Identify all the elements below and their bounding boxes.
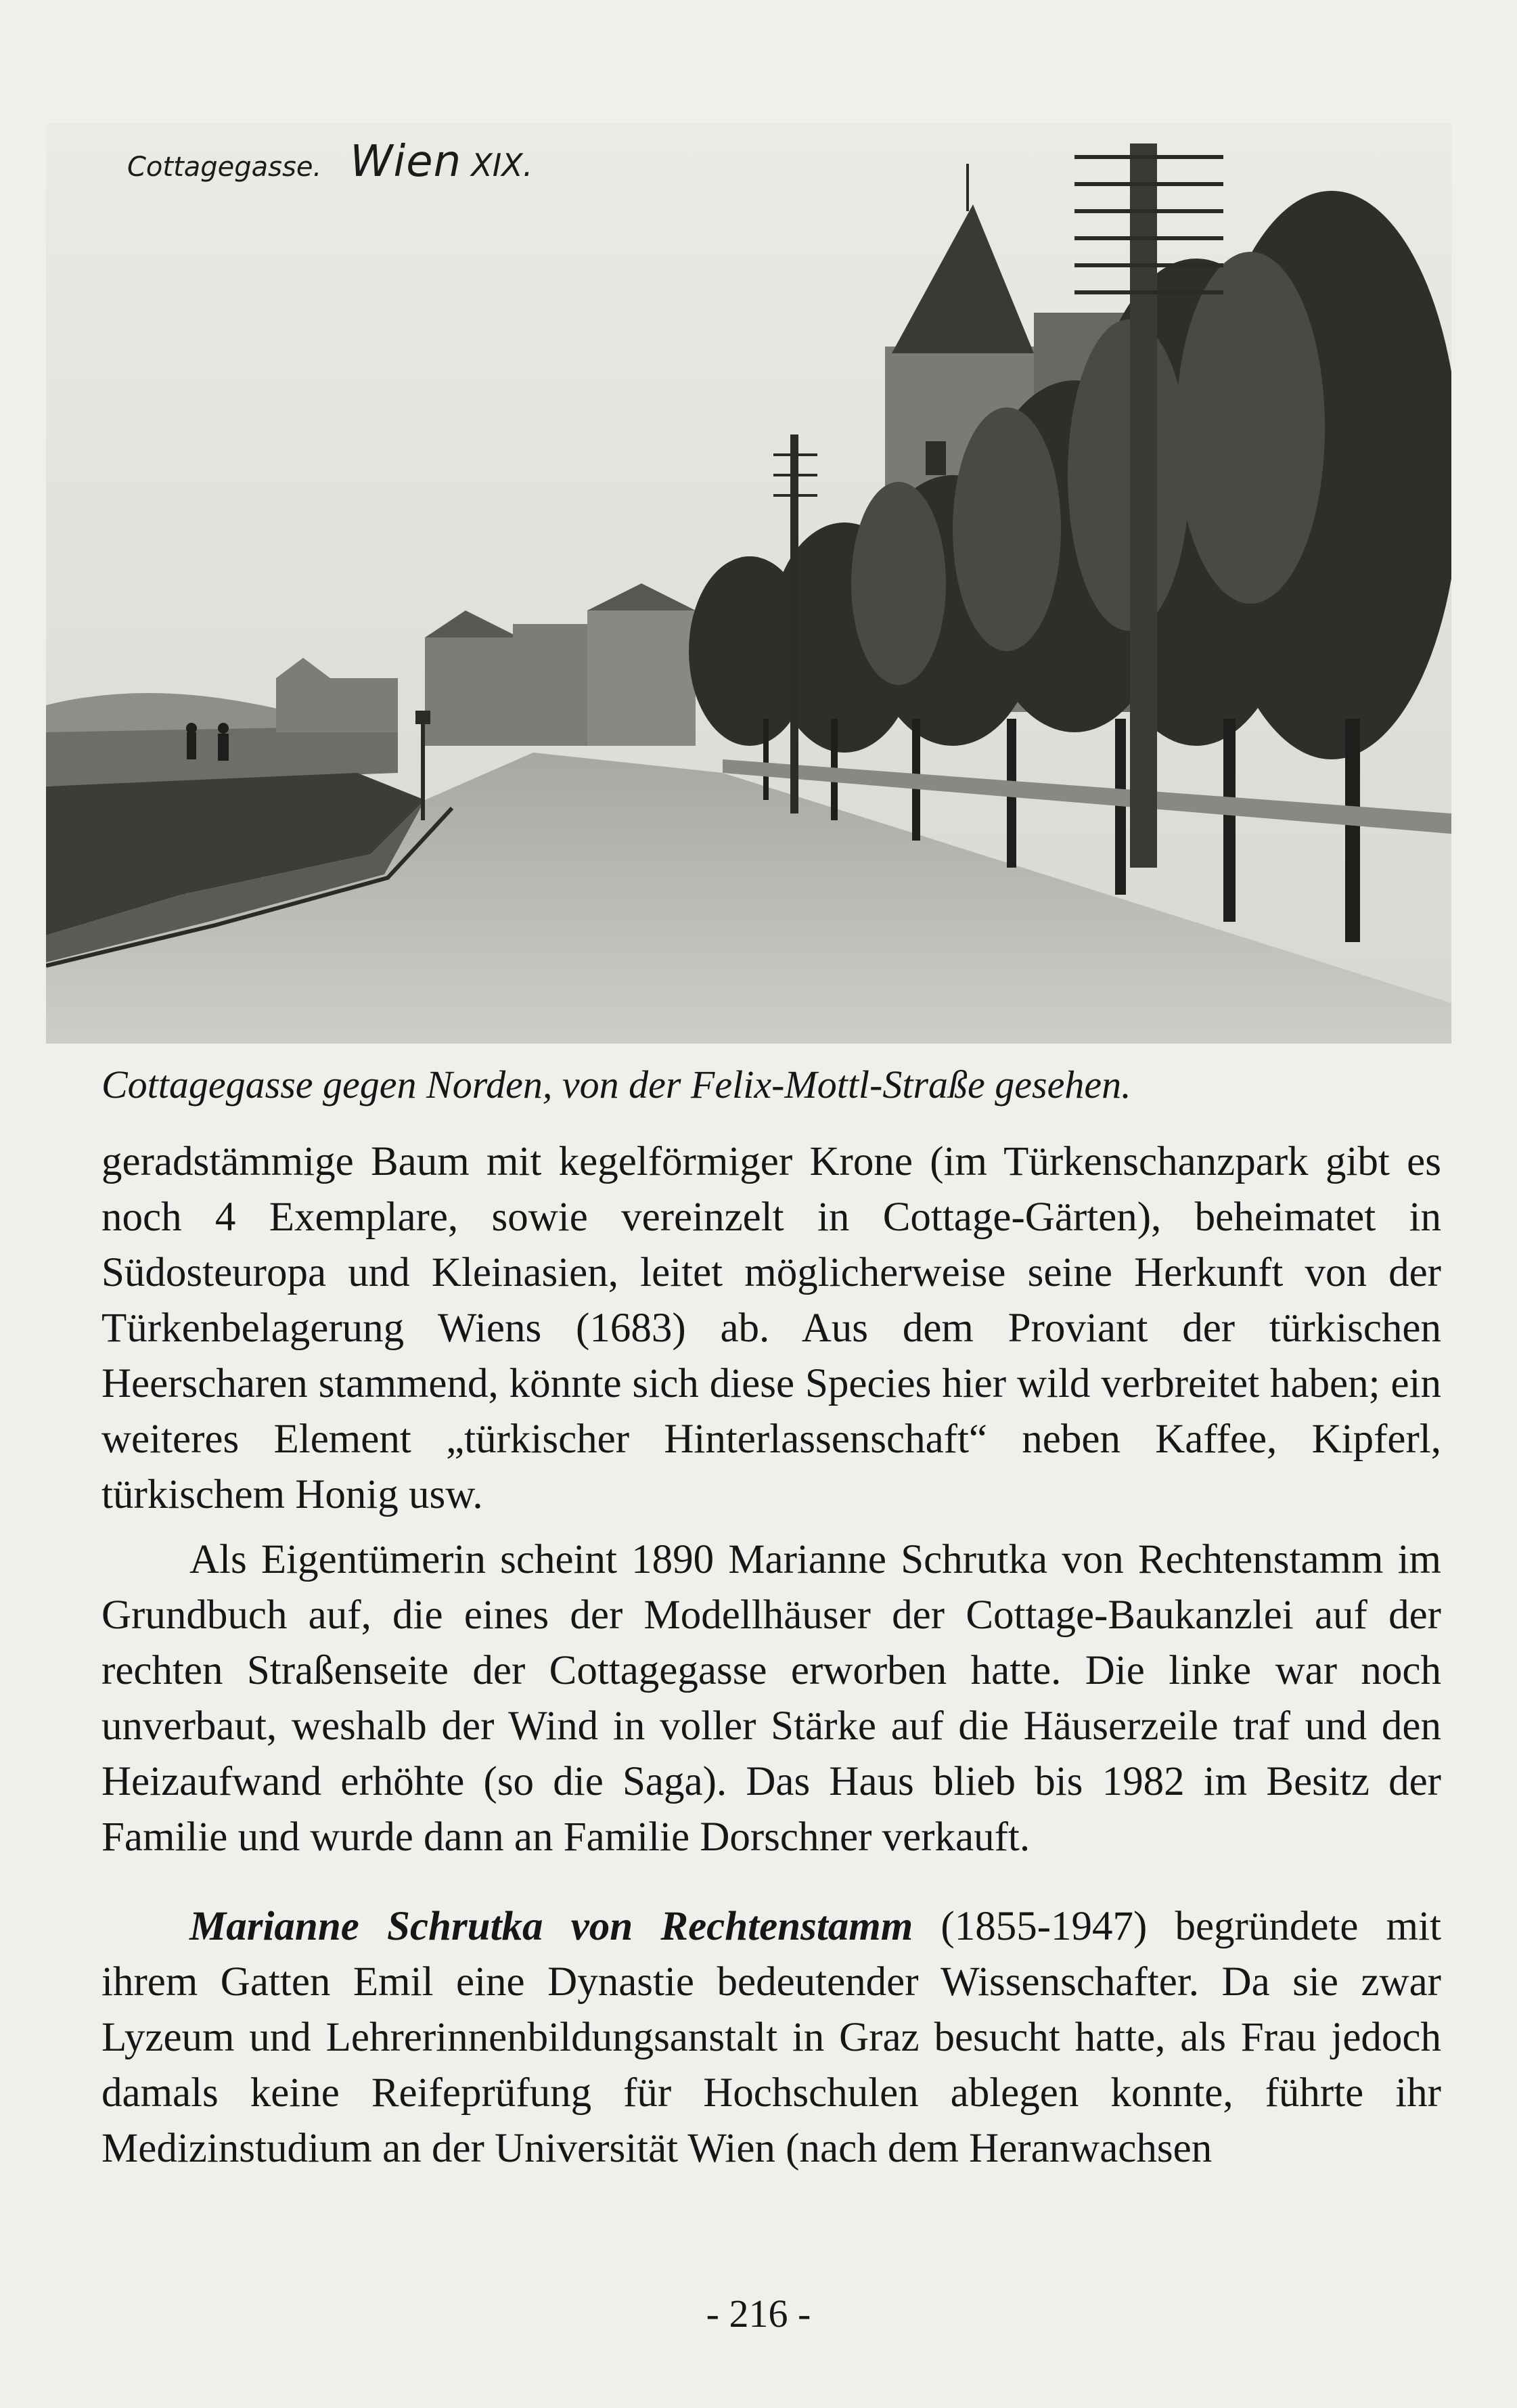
paragraph-1: geradstämmige Baum mit kegelförmiger Krone (im Türkenschanzpark gibt es noch 4 Exemplare, sowie vereinzelt in Cottage-Gärten), beheimatet in Südosteuropa und Kleinasien, leitet möglicherweise seine Herkunft von der Türkenbelagerung Wiens (1683) ab. Aus dem Proviant der türkischen Heerscharen stammend, könnte sich diese Species hier wild verbreitet haben; ein weiteres Element „türkischer Hinterlassenschaft“ neben Kaffee, Kipferl, türkischem Honig usw.	[101, 1139, 1441, 1517]
street-scene-illustration	[46, 123, 1451, 1044]
photo-label-district: XIX.	[471, 147, 533, 183]
historic-photo	[46, 123, 1451, 1044]
page-number: - 216 -	[706, 2292, 811, 2336]
photo-caption: Cottagegasse gegen Norden, von der Felix-Mottl-Straße gesehen.	[101, 1063, 1131, 1107]
photo-label	[127, 137, 533, 187]
person-name-highlight: Marianne Schrutka von Rechtenstamm	[189, 1904, 913, 1949]
body-text	[101, 1134, 1441, 2177]
paragraph-3-text: (1855-1947) begründete mit ihrem Gatten Emil eine Dynastie bedeutender Wissenschafter. Da sie zwar Lyzeum und Lehrerinnenbildungsanstalt in Graz besucht hatte, als Frau jedoch damals keine Reifeprüfung für Hochschulen ablegen konnte, führte ihr Medizinstudium an der Universität Wien (nach dem Heranwachsen	[101, 1904, 1441, 2171]
photo-label-city: Wien	[350, 137, 462, 187]
paragraph-3	[101, 1899, 1441, 2177]
paragraph-2: Als Eigentümerin scheint 1890 Marianne Schrutka von Rechtenstamm im Grundbuch auf, die eines der Modellhäuser der Cottage-Baukanzlei auf der rechten Straßenseite der Cottagegasse erworben hatte. Die linke war noch unverbaut, weshalb der Wind in voller Stärke auf die Häuserzeile traf und den Heizaufwand erhöhte (so die Saga). Das Haus blieb bis 1982 im Besitz der Familie und wurde dann an Familie Dorschner verkauft.	[101, 1537, 1441, 1860]
photo-label-street: Cottagegasse.	[127, 152, 322, 183]
